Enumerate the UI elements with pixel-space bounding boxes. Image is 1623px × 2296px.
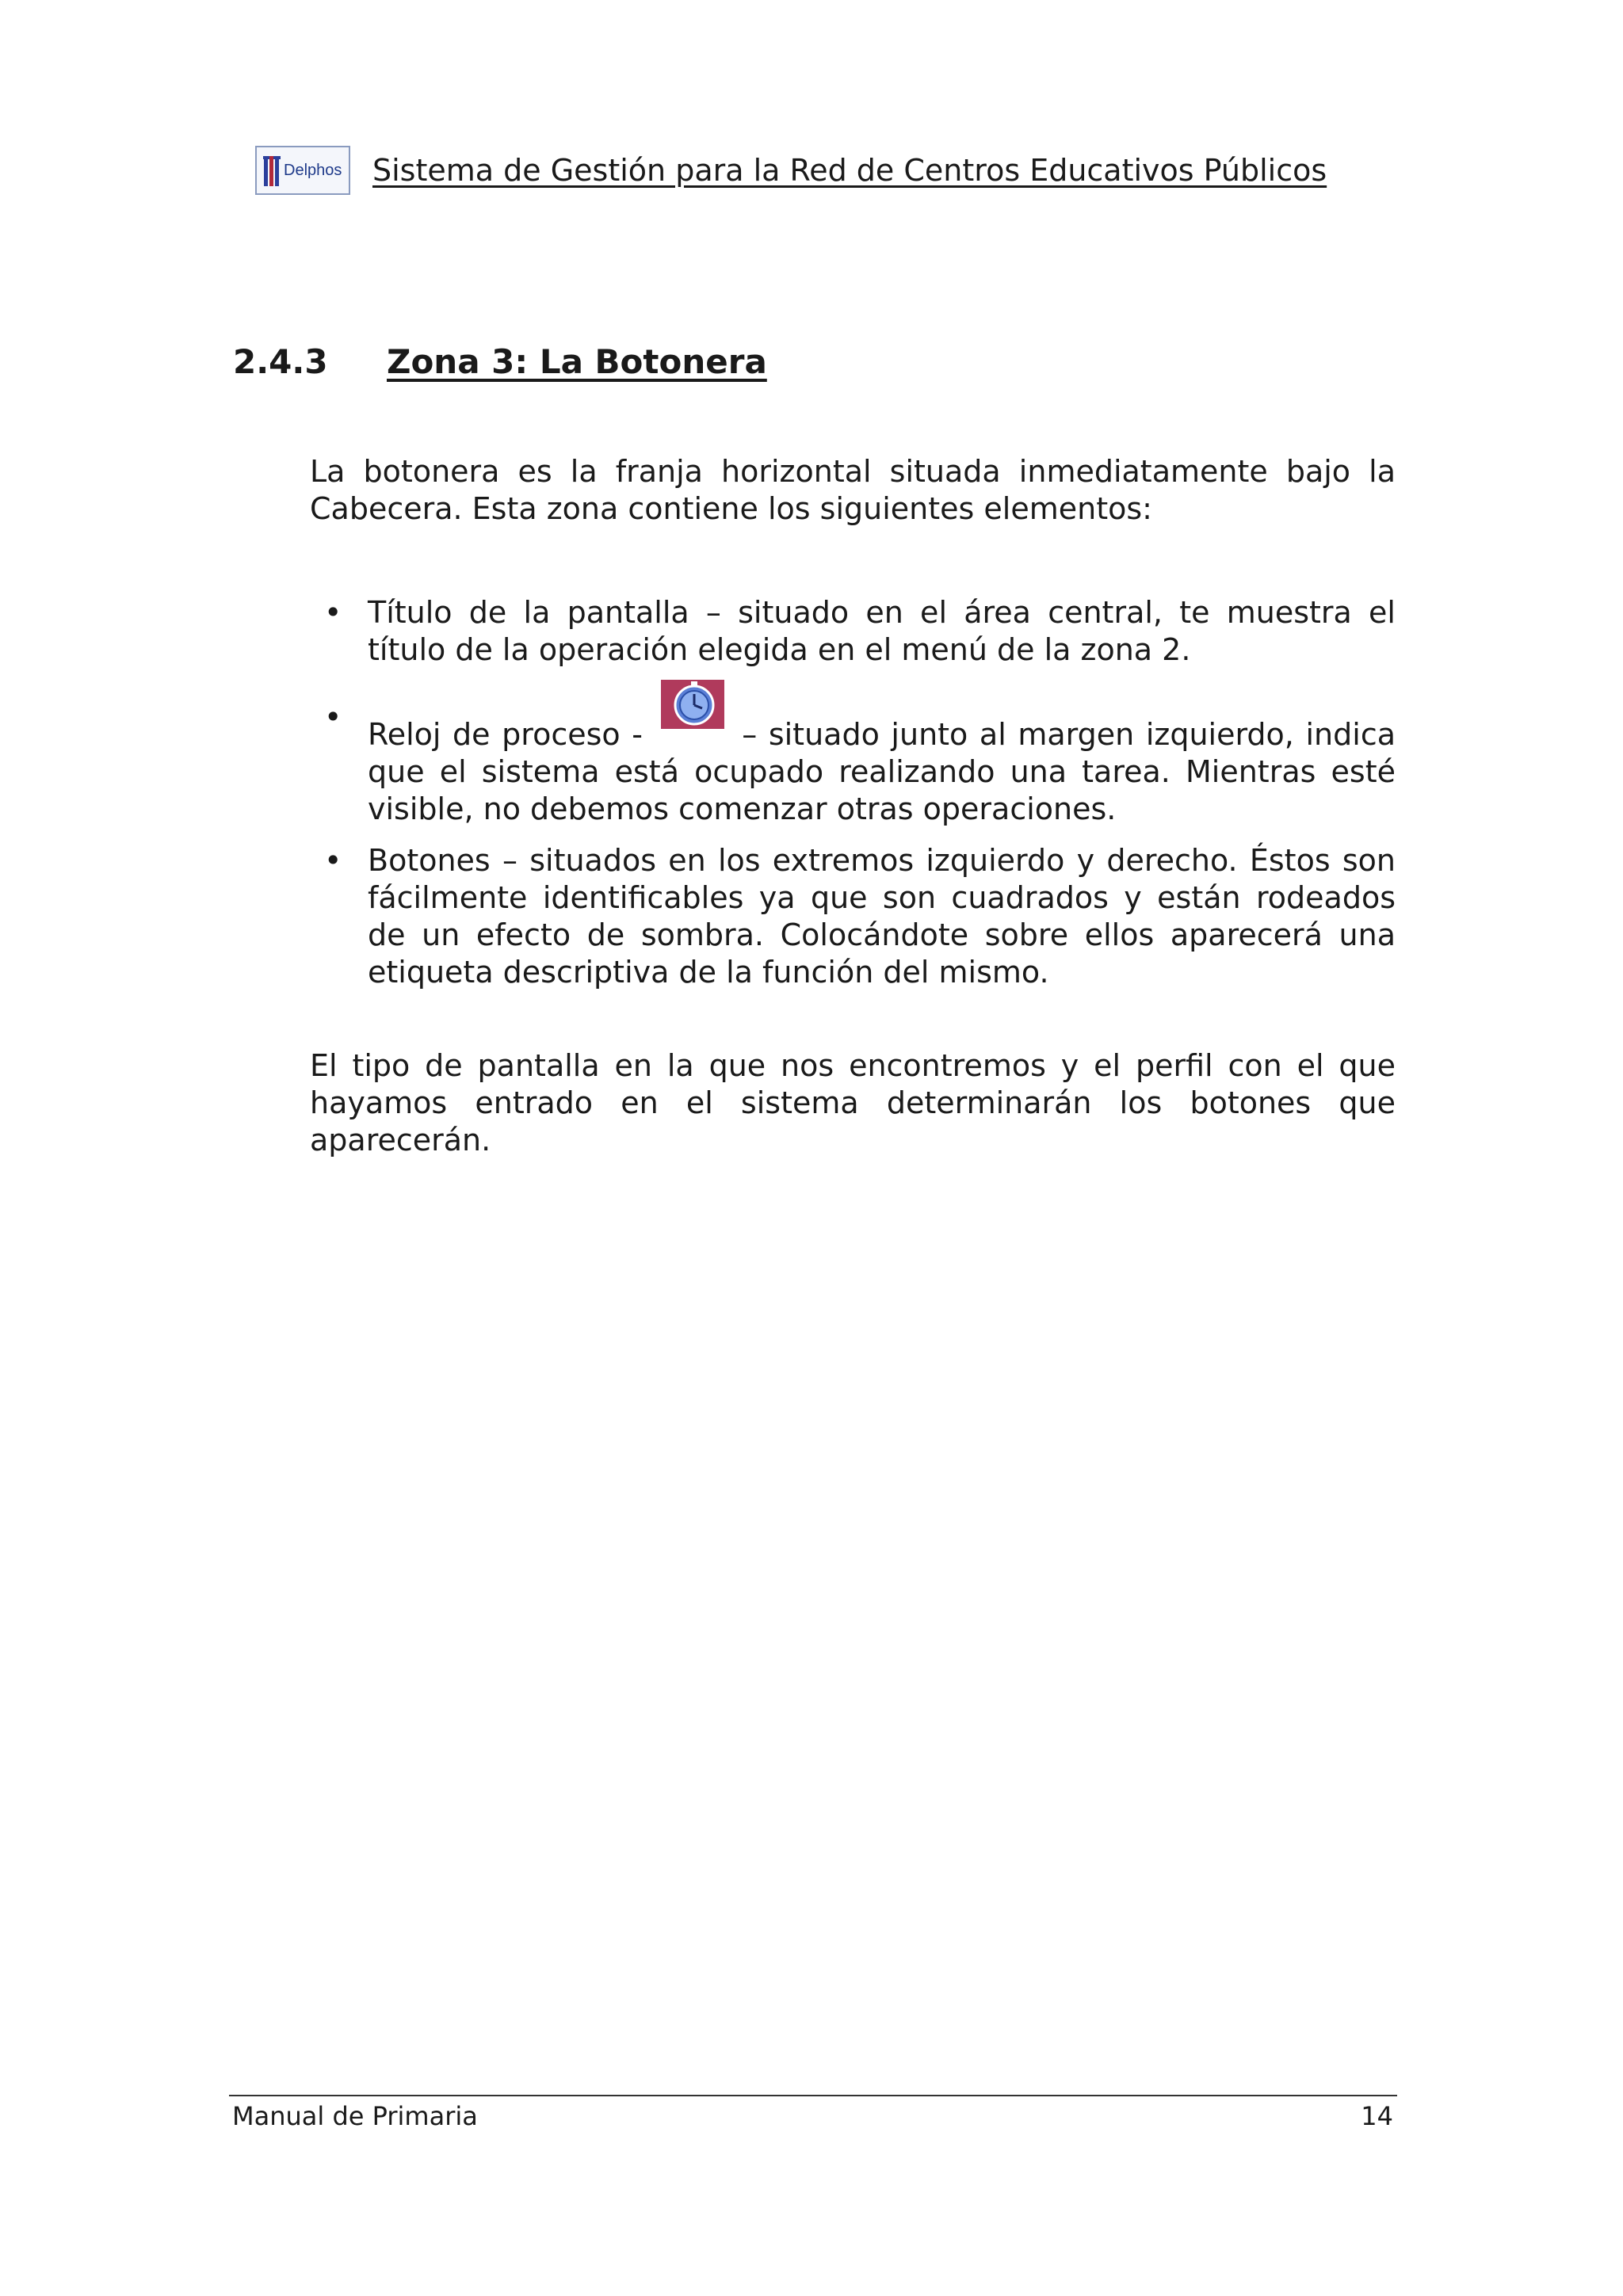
footer-manual-title: Manual de Primaria [232,2101,478,2131]
delphos-logo [255,146,350,195]
header-title: Sistema de Gestión para la Red de Centros Educativos Públicos [372,153,1327,188]
item-text-after: – situado junto al margen izquierdo, indica que el sistema está ocupado realizando una tarea. Mientras esté visible, no debemos comenzar otras operaciones. [368,717,1396,826]
columns-icon [263,153,281,188]
bullet: • [324,700,342,734]
item-text: Botones – situados en los extremos izquierdo y derecho. Éstos son fácilmente identificables ya que son cuadrados y están rodeados de un efecto de sombra. Colocándote sobre ellos aparecerá una etiqueta descriptiva de la función del mismo. [368,843,1396,990]
list-item [310,842,1396,991]
item-text-before: Reloj de proceso - [368,717,643,752]
section-number: 2.4.3 [233,342,328,381]
intro-paragraph: La botonera es la franja horizontal situada inmediatamente bajo la Cabecera. Esta zona contiene los siguientes elementos: [310,454,1396,526]
footer-divider [229,2095,1397,2096]
page-number: 14 [1361,2101,1393,2131]
closing-paragraph: El tipo de pantalla en la que nos encontremos y el perfil con el que hayamos entrado en el sistema determinarán los botones que aparecerán. [310,1048,1396,1158]
clock-icon [661,680,724,729]
bullet: • [324,595,342,630]
list-item [310,699,1396,828]
logo-text: Delphos [284,161,342,179]
elements-list [310,594,1396,1005]
section-heading [233,342,767,381]
list-item [310,594,1396,669]
bullet: • [324,843,342,878]
page-header [255,143,1327,198]
section-title: Zona 3: La Botonera [387,342,767,381]
item-text: Título de la pantalla – situado en el área central, te muestra el título de la operación elegida en el menú de la zona 2. [368,595,1396,667]
